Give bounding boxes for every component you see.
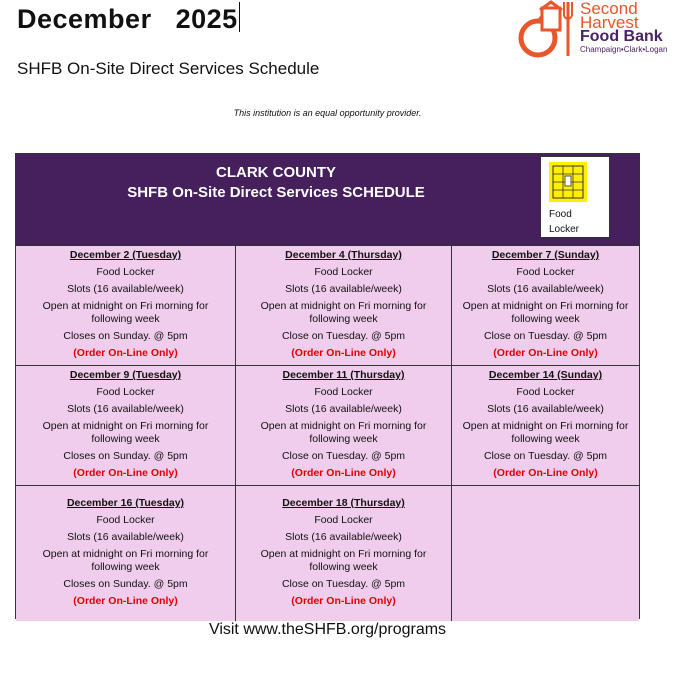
cell-order-note: (Order On-Line Only) [73, 467, 178, 479]
cell-slots: Slots (16 available/week) [285, 283, 402, 295]
logo-line-food-bank: Food Bank [580, 28, 663, 45]
cell-date: December 4 (Thursday) [285, 249, 402, 261]
cell-open: Open at midnight on Fri morning for following week [462, 420, 629, 445]
county-name: CLARK COUNTY [216, 164, 336, 181]
schedule-grid [16, 245, 639, 621]
schedule-cell [452, 366, 639, 485]
cell-service: Food Locker [96, 266, 155, 278]
cell-open: Open at midnight on Fri morning for following week [42, 548, 209, 573]
schedule-row-2 [16, 365, 639, 485]
logo-line-second: Second [580, 0, 638, 18]
cell-open: Open at midnight on Fri morning for following week [260, 548, 427, 573]
text-cursor [239, 2, 240, 32]
food-locker-badge [540, 156, 610, 238]
schedule-cell [16, 486, 236, 621]
cell-slots: Slots (16 available/week) [285, 531, 402, 543]
cell-date: December 16 (Tuesday) [66, 497, 185, 509]
schedule-cell [452, 246, 639, 365]
cell-close: Closes on Sunday. @ 5pm [63, 450, 188, 462]
schedule-cell [236, 486, 452, 621]
cell-order-note: (Order On-Line Only) [493, 347, 598, 359]
cell-service: Food Locker [516, 266, 575, 278]
schedule-row-1 [16, 245, 639, 365]
shfb-logo [514, 0, 689, 60]
cell-slots: Slots (16 available/week) [67, 283, 184, 295]
schedule-cell [16, 366, 236, 485]
cell-order-note: (Order On-Line Only) [291, 347, 396, 359]
cell-close: Close on Tuesday. @ 5pm [281, 330, 406, 342]
cell-order-note: (Order On-Line Only) [73, 595, 178, 607]
cell-date: December 18 (Thursday) [282, 497, 405, 509]
document-subtitle: SHFB On-Site Direct Services Schedule [17, 59, 320, 78]
cell-date: December 7 (Sunday) [491, 249, 600, 261]
cell-date: December 14 (Sunday) [488, 369, 603, 381]
cell-slots: Slots (16 available/week) [67, 403, 184, 415]
schedule-title: SHFB On-Site Direct Services SCHEDULE [127, 184, 425, 201]
equal-opportunity-notice: This institution is an equal opportunity provider. [233, 108, 422, 118]
cell-service: Food Locker [314, 266, 373, 278]
cell-slots: Slots (16 available/week) [67, 531, 184, 543]
logo-line-harvest: Harvest [580, 13, 639, 32]
cell-order-note: (Order On-Line Only) [291, 467, 396, 479]
schedule-table [15, 153, 640, 619]
food-locker-icon [549, 162, 587, 202]
cell-open: Open at midnight on Fri morning for following week [462, 300, 629, 325]
cell-service: Food Locker [314, 514, 373, 526]
cell-close: Closes on Sunday. @ 5pm [63, 330, 188, 342]
cell-service: Food Locker [516, 386, 575, 398]
cell-close: Closes on Sunday. @ 5pm [63, 578, 188, 590]
cell-date: December 9 (Tuesday) [69, 369, 182, 381]
cell-order-note: (Order On-Line Only) [493, 467, 598, 479]
cell-service: Food Locker [314, 386, 373, 398]
cell-date: December 11 (Thursday) [282, 369, 405, 381]
cell-open: Open at midnight on Fri morning for following week [260, 300, 427, 325]
cell-slots: Slots (16 available/week) [487, 283, 604, 295]
cell-service: Food Locker [96, 514, 155, 526]
apple-barn-fork-icon [514, 0, 578, 58]
cell-close: Close on Tuesday. @ 5pm [483, 330, 608, 342]
schedule-cell [236, 366, 452, 485]
title-year: 2025 [175, 4, 238, 34]
schedule-row-3 [16, 485, 639, 621]
website-link: Visit www.theSHFB.org/programs [208, 621, 447, 638]
cell-order-note: (Order On-Line Only) [291, 595, 396, 607]
cell-open: Open at midnight on Fri morning for following week [42, 300, 209, 325]
cell-slots: Slots (16 available/week) [487, 403, 604, 415]
document-title [17, 2, 240, 35]
schedule-header [16, 154, 639, 245]
cell-close: Close on Tuesday. @ 5pm [483, 450, 608, 462]
food-locker-label: Food Locker [549, 209, 580, 235]
schedule-cell [16, 246, 236, 365]
title-month: December [17, 4, 152, 34]
cell-close: Close on Tuesday. @ 5pm [281, 578, 406, 590]
schedule-cell [236, 246, 452, 365]
cell-slots: Slots (16 available/week) [285, 403, 402, 415]
cell-close: Close on Tuesday. @ 5pm [281, 450, 406, 462]
cell-open: Open at midnight on Fri morning for following week [42, 420, 209, 445]
cell-order-note: (Order On-Line Only) [73, 347, 178, 359]
cell-service: Food Locker [96, 386, 155, 398]
empty-schedule-cell [452, 486, 639, 621]
cell-open: Open at midnight on Fri morning for following week [260, 420, 427, 445]
logo-line-counties: Champaign•Clark•Logan [580, 45, 668, 54]
cell-date: December 2 (Tuesday) [69, 249, 182, 261]
